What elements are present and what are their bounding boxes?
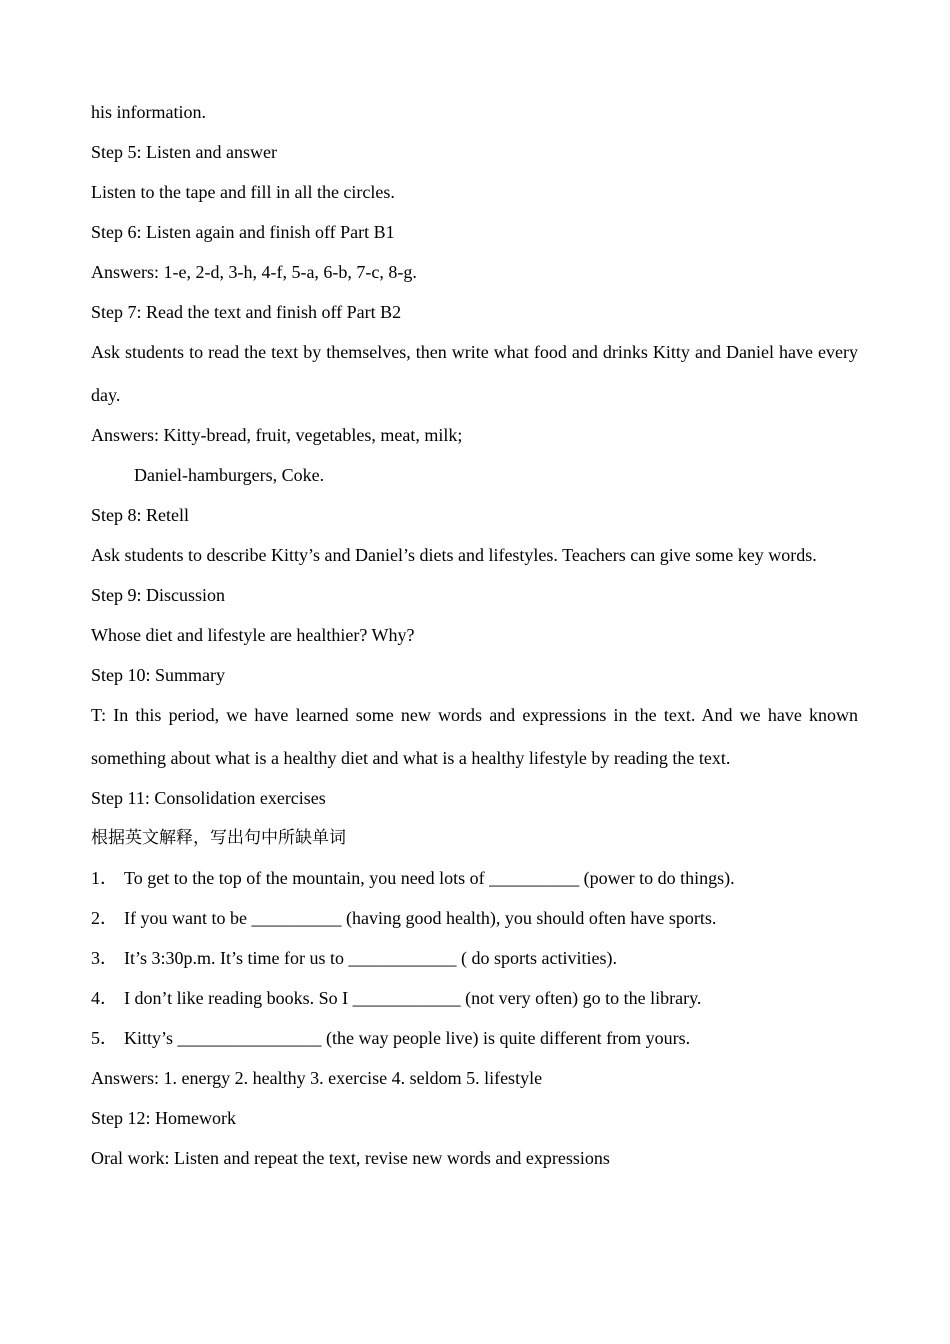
exercise-number: 5．: [91, 1028, 118, 1048]
discussion-question: Whose diet and lifestyle are healthier? Why?: [91, 625, 415, 645]
step-5-heading: Step 5: Listen and answer: [91, 142, 277, 162]
exercise-item: [91, 986, 858, 1026]
exercise-number: 3．: [91, 948, 118, 968]
exercise-item: [91, 866, 858, 906]
exercise-text: Kitty’s ________________ (the way people live) is quite different from yours.: [124, 1028, 691, 1048]
exercise-number: 4．: [91, 988, 118, 1008]
document-page: [91, 100, 858, 1186]
exercise-item: [91, 1026, 858, 1066]
exercise-text: It’s 3:30p.m. It’s time for us to ____________ ( do sports activities).: [124, 948, 617, 968]
homework-line: Oral work: Listen and repeat the text, revise new words and expressions: [91, 1148, 610, 1168]
step-12-heading: Step 12: Homework: [91, 1108, 236, 1128]
exercise-text: To get to the top of the mountain, you need lots of __________ (power to do things).: [124, 868, 735, 888]
answers-line: Answers: Kitty-bread, fruit, vegetables, meat, milk;: [91, 425, 463, 445]
exercise-item: [91, 906, 858, 946]
step-11-heading: Step 11: Consolidation exercises: [91, 788, 326, 808]
step-10-heading: Step 10: Summary: [91, 665, 225, 685]
summary-paragraph: T: In this period, we have learned some new words and expressions in the text. And we have known something about what is a healthy diet and what is a healthy lifestyle by reading the text.: [91, 705, 858, 768]
exercise-item: [91, 946, 858, 986]
instruction-paragraph: Ask students to read the text by themselves, then write what food and drinks Kitty and Daniel have every day.: [91, 342, 858, 405]
answers-line: Answers: 1. energy 2. healthy 3. exercise 4. seldom 5. lifestyle: [91, 1068, 543, 1088]
chinese-instruction: 根据英文解释，写出句中所缺单词: [91, 828, 346, 848]
step-8-heading: Step 8: Retell: [91, 505, 189, 525]
step-9-heading: Step 9: Discussion: [91, 585, 226, 605]
answers-continuation: Daniel-hamburgers, Coke.: [134, 465, 325, 485]
instruction-paragraph: Ask students to describe Kitty’s and Daniel’s diets and lifestyles. Teachers can give some key words.: [91, 545, 817, 565]
step-6-heading: Step 6: Listen again and finish off Part B1: [91, 222, 395, 242]
answers-line: Answers: 1-e, 2-d, 3-h, 4-f, 5-a, 6-b, 7-c, 8-g.: [91, 262, 417, 282]
exercise-number: 2．: [91, 908, 118, 928]
text-line: Listen to the tape and fill in all the circles.: [91, 182, 395, 202]
step-7-heading: Step 7: Read the text and finish off Part B2: [91, 302, 402, 322]
exercise-number: 1．: [91, 868, 118, 888]
exercise-text: I don’t like reading books. So I ____________ (not very often) go to the library.: [124, 988, 702, 1008]
text-line: his information.: [91, 102, 206, 122]
exercise-text: If you want to be __________ (having good health), you should often have sports.: [124, 908, 717, 928]
